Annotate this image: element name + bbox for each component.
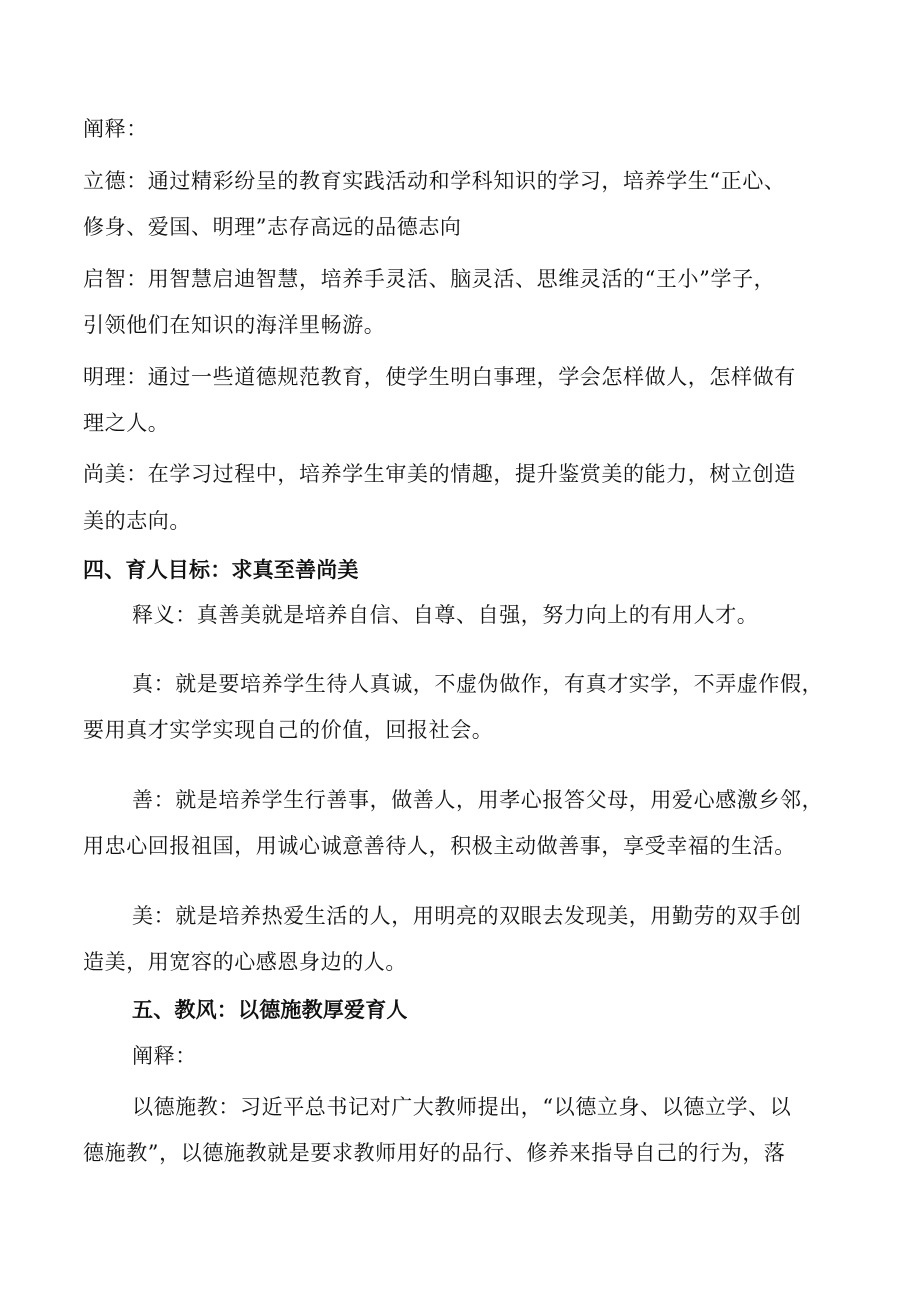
paragraph-line: 美：就是培养热爱生活的人，用明亮的双眼去发现美，用勤劳的双手创: [132, 904, 802, 928]
paragraph-line: 造美，用宽容的心感恩身边的人。: [83, 950, 407, 974]
paragraph-line: 启智：用智慧启迪智慧，培养手灵活、脑灵活、思维灵活的“王小”学子，: [83, 267, 776, 291]
paragraph-line: 善：就是培养学生行善事，做善人，用孝心报答父母，用爱心感激乡邻，: [132, 788, 824, 812]
paragraph-line: 以德施教：习近平总书记对广大教师提出，“以德立身、以德立学、以: [132, 1095, 792, 1119]
paragraph-line: 要用真才实学实现自己的价值，回报社会。: [83, 718, 494, 742]
paragraph-line: 理之人。: [83, 411, 170, 435]
paragraph-line: 立德：通过精彩纷呈的教育实践活动和学科知识的学习，培养学生“正心、: [83, 169, 786, 193]
paragraph-line: 用忠心回报祖国，用诚心诚意善待人，积极主动做善事，享受幸福的生活。: [83, 834, 796, 858]
section-heading: 五、教风：以德施教厚爱育人: [132, 998, 408, 1022]
paragraph-line: 尚美：在学习过程中，培养学生审美的情趣，提升鉴赏美的能力，树立创造: [83, 462, 796, 486]
paragraph-line: 释义：真善美就是培养自信、自尊、自强，努力向上的有用人才。: [132, 603, 759, 627]
paragraph-line: 德施教”，以德施教就是要求教师用好的品行、修养来指导自己的行为，落: [83, 1141, 786, 1165]
paragraph-line: 阐释：: [83, 117, 148, 141]
paragraph-line: 美的志向。: [83, 509, 191, 533]
paragraph-line: 真：就是要培养学生待人真诚，不虚伪做作，有真才实学，不弄虚作假，: [132, 672, 824, 696]
section-heading: 四、育人目标：求真至善尚美: [83, 558, 359, 582]
paragraph-line: 修身、爱国、明理”志存高远的品德志向: [83, 215, 462, 239]
paragraph-line: 阐释：: [132, 1044, 197, 1068]
paragraph-line: 引领他们在知识的海洋里畅游。: [83, 313, 386, 337]
paragraph-line: 明理：通过一些道德规范教育，使学生明白事理，学会怎样做人，怎样做有: [83, 365, 796, 389]
